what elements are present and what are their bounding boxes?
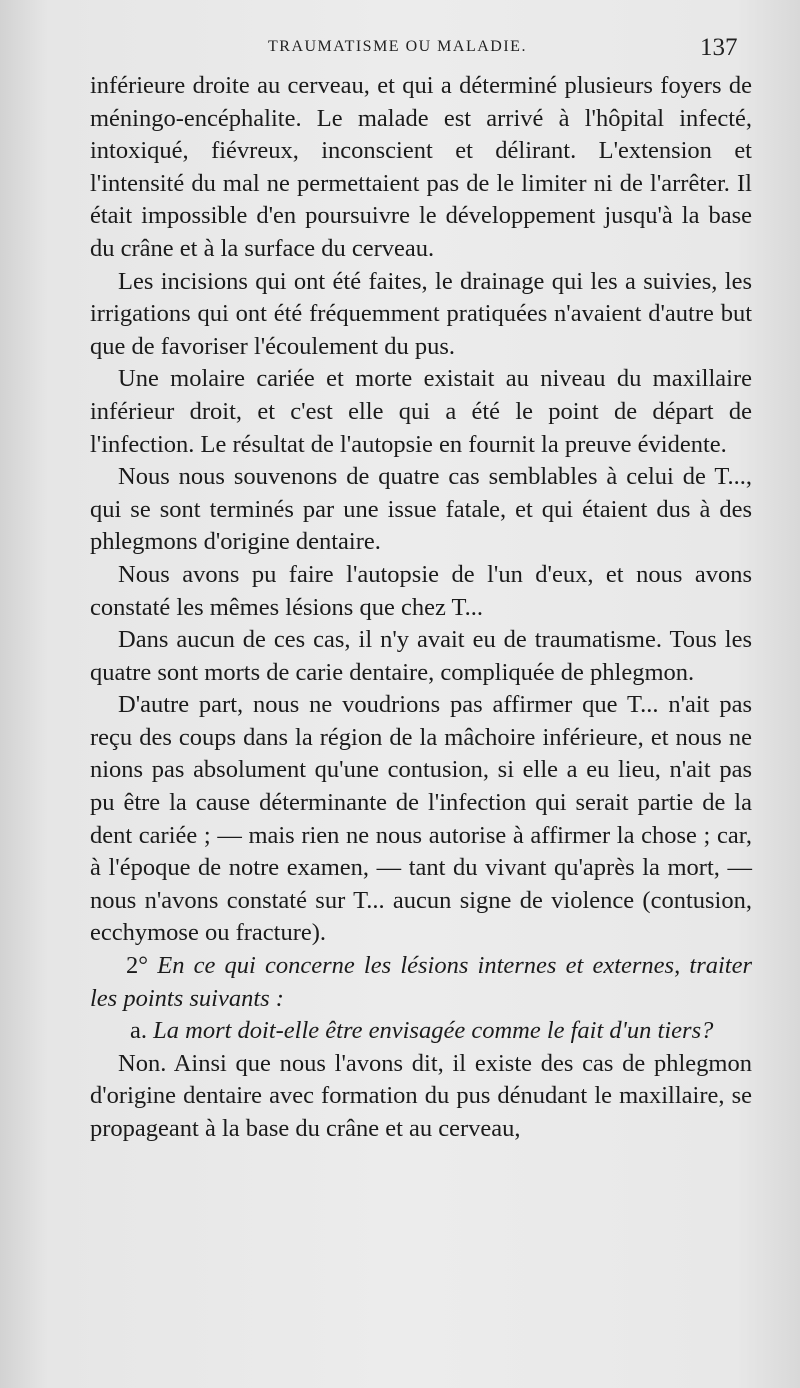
paragraph: Une molaire cariée et morte existait au niveau du maxillaire inférieur droit, et c'est elle qui a été le point de départ de l'infection. Le résultat de l'autopsie en fournit la preuve évidente. [90, 365, 752, 458]
running-head [0, 34, 800, 64]
section-number: 2° [126, 952, 149, 980]
section-title: En ce qui concerne les lésions internes et externes, traiter les points suivants : [90, 952, 752, 1012]
section-heading [90, 950, 752, 1015]
paragraph: Les incisions qui ont été faites, le drainage qui les a suivies, les irrigations qui ont été fréquemment pratiquées n'avaient d'autre but que de favoriser l'écoulement du pus. [90, 267, 752, 360]
question-letter: a. [130, 1017, 147, 1045]
paragraph: Nous nous souvenons de quatre cas semblables à celui de T..., qui se sont terminés par une issue fatale, et qui étaient dus à des phlegmons d'origine dentaire. [90, 463, 752, 556]
question-text: La mort doit-elle être envisagée comme le fait d'un tiers? [153, 1017, 714, 1045]
paragraph: Nous avons pu faire l'autopsie de l'un d'eux, et nous avons constaté les mêmes lésions que chez T... [90, 560, 752, 621]
paragraph: D'autre part, nous ne voudrions pas affirmer que T... n'ait pas reçu des coups dans la région de la mâchoire inférieure, et nous ne nions pas absolument qu'une contusion, si elle a eu lieu, n'ait pas pu être la cause déterminante de l'infection qui serait partie de la dent cariée ; — mais rien ne nous autorise à affirmer la chose ; car, à l'époque de notre examen, — tant du vivant qu'après la mort, — nous n'avons constaté sur T... aucun signe de violence (contusion, ecchymose ou fracture). [90, 691, 752, 947]
paragraph: Non. Ainsi que nous l'avons dit, il existe des cas de phlegmon d'origine dentaire avec formation du pus dénudant le maxillaire, se propageant à la base du crâne et au cerveau, [90, 1049, 752, 1142]
sub-question [90, 1015, 752, 1048]
body-text [90, 70, 752, 1146]
paragraph: inférieure droite au cerveau, et qui a déterminé plusieurs foyers de méningo-encéphalite. Le malade est arrivé à l'hôpital infecté, intoxiqué, fiévreux, inconscient et délirant. L'extension et l'intensité du mal ne permettaient pas de le limiter ni de l'arrêter. Il était impossible d'en poursuivre le développement jusqu'à la base du crâne et à la surface du cerveau. [90, 72, 752, 262]
paragraph: Dans aucun de ces cas, il n'y avait eu de traumatisme. Tous les quatre sont morts de carie dentaire, compliquée de phlegmon. [90, 626, 752, 686]
running-title: TRAUMATISME OU MALADIE. [268, 38, 527, 55]
page-number: 137 [700, 34, 738, 61]
